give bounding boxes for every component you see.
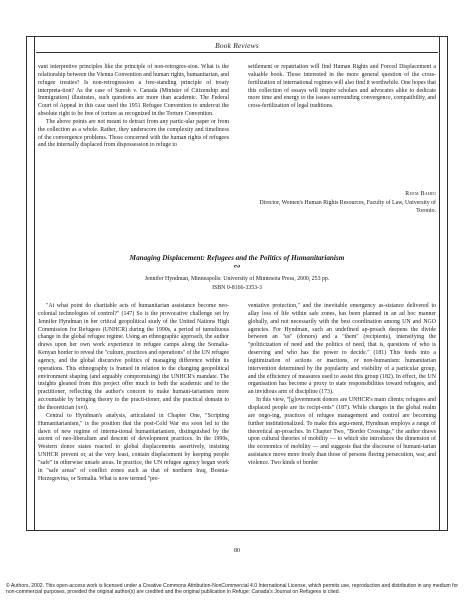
header-rule (36, 52, 438, 53)
page-number: 80 (234, 548, 240, 554)
review2-left-paragraph-2: Central to Hyndman's analysis, articulated in Chapter One, "Scripting Humanitarianism," is the position that the post-Cold War era soon led to the dawn of new regime of interna-tional humanitarianism, distinguished by the ascent of neo-liberalism and descent of development practices. In the 1990s, Western donor states reacted to global displacements assertively, insisting UNHCR prevent or, at the very least, contain displacement by keeping people "safe" in otherwise unsafe areas. In practice, the UN refugee agency began work in "safe areas" of conflict zones such as that of northern Iraq, Bosnia-Herzegovina, or Somalia. What is now termed "pre- (38, 412, 229, 482)
license-footer: © Authors, 2002. This open-access work is licensed under a Creative Commons Attribution-NonCommercial 4.0 International License, which permits use, reproduction and distribution in any medium for non-commercial purposes, provided the original author(s) are credited and the original publication in Refuge: Canada's Journal on Refugees is cited. (6, 583, 459, 596)
review2-right-column (248, 303, 436, 468)
review1-right-column (248, 64, 436, 111)
review2-left-column (38, 303, 229, 483)
frame-right-rule (439, 37, 440, 530)
reviewer-name: Reem Bahdi (405, 191, 436, 197)
review1-left-paragraph-1: vant interpretive principles like the principle of non-retrogres-sion. What is the relationship between the Vienna Convention and human rights, humanitarian, and refugee treaties? Is non-retrogression a free-standing principle of treaty interpreta-tion? As the case of Suresh v. Canada (Minister of Citizenship and Immigration) illustrates, such questions are more than academic. The Federal Court of Appeal in this case used the 1951 Refugee Convention to undercut the absolute right to be free of torture as recognized in the Torture Convention. (38, 64, 229, 118)
review2-citation: Jennifer Hyndman, Minneapolis: University of Minnesota Press, 2000, 253 pp. (144, 276, 330, 282)
review2-left-paragraph-1: "At what point do charitable acts of humanitarian assistance become neo-colonial technologies of control?" (147) So is the provocative challenge set by Jennifer Hyndman in her critical geopolitical study of the United Nations High Commission for Refugees (UNHCR) during the 1990s, a period of tumultuous change in the global refugee regime. Using an ethnographic approach, the author draws upon her own work experience in refugee camps along the Somalia-Kenyan border to reveal the "culture, practices and operations" of the UN refugee agency, and the global discursive politics of managing difference within its operations. This ethnography is framed in relation to the changing geopolitical environment shaping (and arguably compromising) the UNHCR's mandate. The insights gleaned from this project offer much to both the academic and to the practitioner, reflecting the author's concern to make humani-tarianism more accountable by bringing theory to the practi-tioner, and the practical domain to the theoretician (xvi). (38, 303, 229, 411)
review1-right-paragraph-1: settlement or repatriation will find Human Rights and Forced Displacement a valuable book. Those interested in the more general question of the cross-fertilization of international regimes will also find it worthwhile. One hopes that this collection of essays will inspire scholars and advocates alike to dedicate more time and energy to the issues surrounding convergence, compatibility, and cross-fertilization of legal traditions. (248, 64, 436, 110)
review1-left-column (38, 64, 229, 150)
review2-isbn: ISBN 0-8166-3353-3 (212, 285, 262, 291)
review2-book-title: Managing Displacement: Refugees and the Politics of Humanitarianism (129, 254, 345, 262)
ornament-divider: ∾ (233, 261, 241, 271)
frame-left-rule (34, 37, 35, 530)
review2-right-paragraph-1: ventative protection," and the inevitable emergency as-sistance delivered to allay loss of life within safe zones, has been planned in an ad hoc manner globally, and not necessarily with the best coordination among UN and NGO agencies. For Hyndman, such an undefined ap-proach deepens the divide between an "us" (donors) and a "them" (recipients), intensifying the "politicization of need and the politics of need, that is, questions of who is deserving and who has the power to decide." (181) This feeds into a legitimization of actions or inactions, or non-humanism: humanitarian intervention determined by the popularity and visibility of a particular group, and the efficiency of measures used to assist this group (182). In effect, the UN organisation has become a proxy to state responsibilities toward refugees, and an invidious arm of discipline (173). (248, 303, 436, 396)
review1-left-paragraph-2: The above points are not meant to detract from any partic-ular paper or from the collection as a whole. Rather, they underscore the complexity and timeliness of the convergence problems. Those concerned with the human rights of refugees and the internally displaced from dispossession to refuge to (38, 118, 229, 149)
reviewer-affiliation: Director, Women's Human Rights Resources, Faculty of Law, University of Toronto. (259, 200, 436, 214)
running-header: Book Reviews (215, 41, 259, 50)
review2-right-paragraph-2: In this view, "[g]overnment donors are UNHCR's main clients; refugees and displaced people are its recipi-ents" (187). While changes in the global realm are ongo-ing, practices of refugee management and control are becoming further institutionalized. To make this argu-ment, Hyndman employs a range of theoretical ap-proaches. In Chapter Two, "Border Crossings," the author draws upon cultural theories of mobility — to which she introduces the dimension of the economics of mobility — and suggests that the discourse of humani-tarian assistance move more freely than those of persons fleeing persecution, war, and violence. Two kinds of border (248, 397, 436, 466)
